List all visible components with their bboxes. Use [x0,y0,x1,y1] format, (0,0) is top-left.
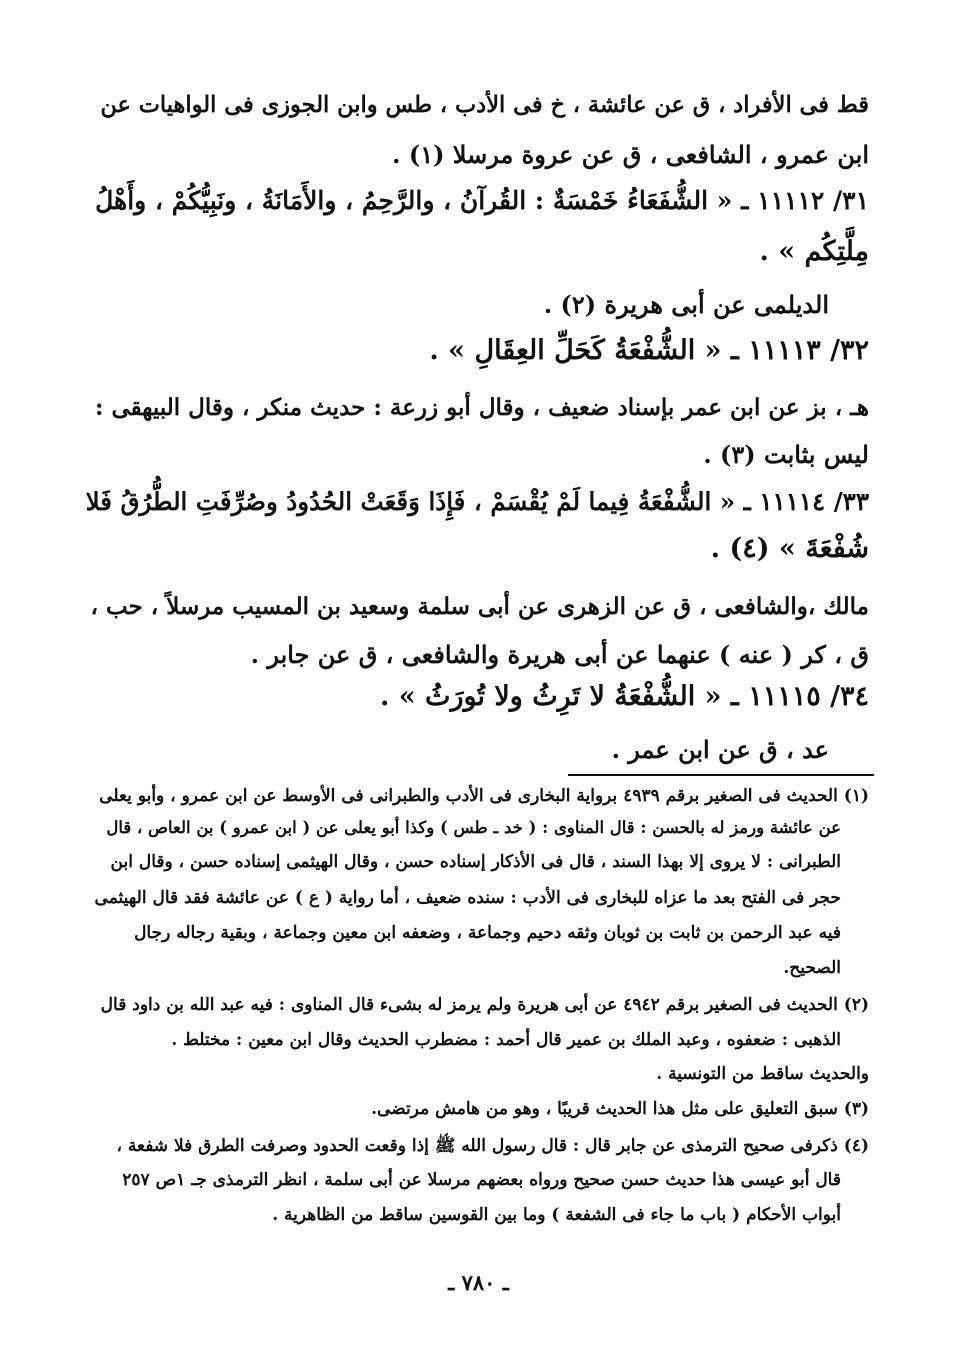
hadith-line: ٣٢/ ١١١١٣ ـ « الشُّفْعَةُ كَحَلِّ العِقَالِ » . [429,335,869,366]
text-line: ابن عمرو ، الشافعى ، ق عن عروة مرسلا (١) . [392,140,869,169]
text-line: ق ، كر ( عنه ) عنهما عن أبى هريرة والشافعى ، ق عن جابر . [250,640,869,669]
footnote-line: (٣) سبق التعليق على مثل هذا الحديث قريبًا ، وهو من هامش مرتضى. [371,1099,869,1119]
text-line: ليس بثابت (٣) . [703,440,869,469]
text-line: قط فى الأفراد ، ق عن عائشة ، خ فى الأدب ، طس وابن الجوزى فى الواهيات عن [100,92,869,118]
text-line: الديلمى عن أبى هريرة (٢) . [543,290,829,319]
footnote-line: (١) الحديث فى الصغير برقم ٤٩٣٩ برواية البخارى فى الأدب والطبرانى فى الأوسط عن ابن عمرو ، وأبو يعلى [99,786,869,806]
footnote-line: عن عائشة ورمز له بالحسن : قال المناوى : ( خد ـ طس ) وكذا أبو يعلى عن ( ابن عمرو ) بن العاص ، قال [106,818,841,837]
footnote-line: الطبرانى : لا يروى إلا بهذا السند ، قال فى الأذكار إسناده حسن ، وقال الهيثمى إسناده حسن ، وقال ابن [110,852,841,872]
footnote-line: (٤) ذكرفى صحيح الترمذى عن جابر قال : قال رسول الله ﷺ إذا وقعت الحدود وصرفت الطرق فلا شفعة ، [116,1136,869,1156]
footnote-line: أبواب الأحكام ( باب ما جاء فى الشفعة ) وما بين القوسين ساقط من الظاهرية . [272,1205,841,1225]
footnote-separator [568,774,874,776]
hadith-line: ٣١/ ١١١١٢ ـ « الشُّفَعَاءُ خَمْسَةٌ : القُرآنُ ، والرَّحِمُ ، والأَمَانَةُ ، ونَبِيُّكُمْ ، وأَهْلُ [95,186,869,215]
footnote-line: والحديث ساقط من التونسية . [656,1064,869,1084]
footnote-line: حجر فى الفتح بعد ما عزاه للبخارى فى الأدب : سنده ضعيف ، أما رواية ( ع ) عن عائشة فقد قال الهيثمى [94,888,841,908]
footnote-line: فيه عبد الرحمن بن ثابت بن ثوبان وثقه دحيم وجماعة ، وضعفه ابن معين وجماعة ، وبقية رجاله رجال [134,923,841,943]
text-line: مالك ،والشافعى ، ق عن الزهرى عن أبى سلمة وسعيد بن المسيب مرسلاً ، حب ، [90,593,869,620]
hadith-line: ٣٤/ ١١١١٥ ـ « الشُّفْعَةُ لا تَرِثُ ولا تُورَثُ » . [379,681,869,712]
footnote-line: الذهبى : ضعفوه ، وعبد الملك بن عمير قال أحمد : مضطرب الحديث وقال ابن معين : مختلط . [171,1030,841,1050]
footnote-line: الصحيح. [783,958,841,978]
text-line: هـ ، بز عن ابن عمر بإسناد ضعيف ، وقال أبو زرعة : حديث منكر ، وقال البيهقى : [94,394,869,421]
hadith-line: ٣٣/ ١١١١٤ ـ « الشُّفْعَةُ فِيما لَمْ يُقْسَمْ ، فَإِذَا وَقَعَتْ الحُدُودُ وصُرِّفَتِ الطُّرُقُ فَلا [85,487,869,516]
footnote-line: (٢) الحديث فى الصغير برقم ٤٩٤٢ عن أبى هريرة ولم يرمز له بشىء قال المناوى : فيه عبد الله بن داود قال [100,995,869,1015]
footnote-line: قال أبو عيسى هذا حديث حسن صحيح ورواه بعضهم مرسلا عن أبى سلمة ، انظر الترمذى جـ ١ص ٢٥٧ [122,1170,841,1190]
text-line: عد ، ق عن ابن عمر . [611,735,829,764]
hadith-line: شُفْعَةَ » (٤) . [710,533,869,564]
hadith-line: مِلَّتِكُم » . [759,236,869,267]
page-number: ـ ٧٨٠ ـ [448,1270,509,1295]
